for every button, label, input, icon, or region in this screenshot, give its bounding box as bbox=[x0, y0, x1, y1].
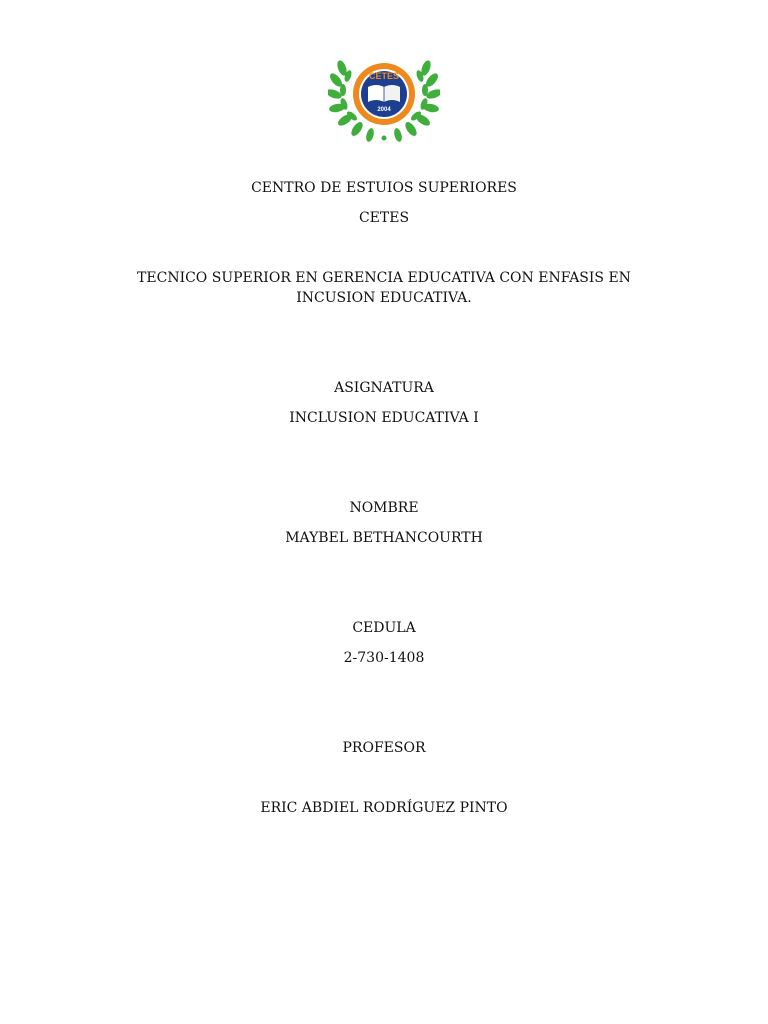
professor-name: ERIC ABDIEL RODRÍGUEZ PINTO bbox=[260, 800, 508, 816]
institution-name: CENTRO DE ESTUIOS SUPERIORES bbox=[251, 180, 517, 196]
cetes-logo bbox=[328, 50, 440, 144]
student-name: MAYBEL BETHANCOURTH bbox=[285, 530, 483, 546]
professor-label: PROFESOR bbox=[342, 740, 426, 756]
institution-acronym: CETES bbox=[358, 210, 410, 226]
id-card-label: CEDULA bbox=[352, 620, 416, 636]
seal-acronym: CETES bbox=[368, 71, 400, 81]
program-title-line1: TECNICO SUPERIOR EN GERENCIA EDUCATIVA CON ENFASIS EN bbox=[137, 270, 631, 286]
student-label: NOMBRE bbox=[349, 500, 419, 516]
subject-value: INCLUSION EDUCATIVA I bbox=[289, 410, 479, 426]
program-title-line2: INCUSION EDUCATIVA. bbox=[296, 290, 472, 306]
cetes-seal bbox=[353, 63, 415, 125]
subject-label: ASIGNATURA bbox=[334, 380, 434, 396]
id-card-value: 2-730-1408 bbox=[343, 650, 425, 666]
open-book-icon bbox=[368, 85, 400, 102]
program-title bbox=[114, 268, 654, 308]
seal-year: 2004 bbox=[377, 107, 391, 113]
